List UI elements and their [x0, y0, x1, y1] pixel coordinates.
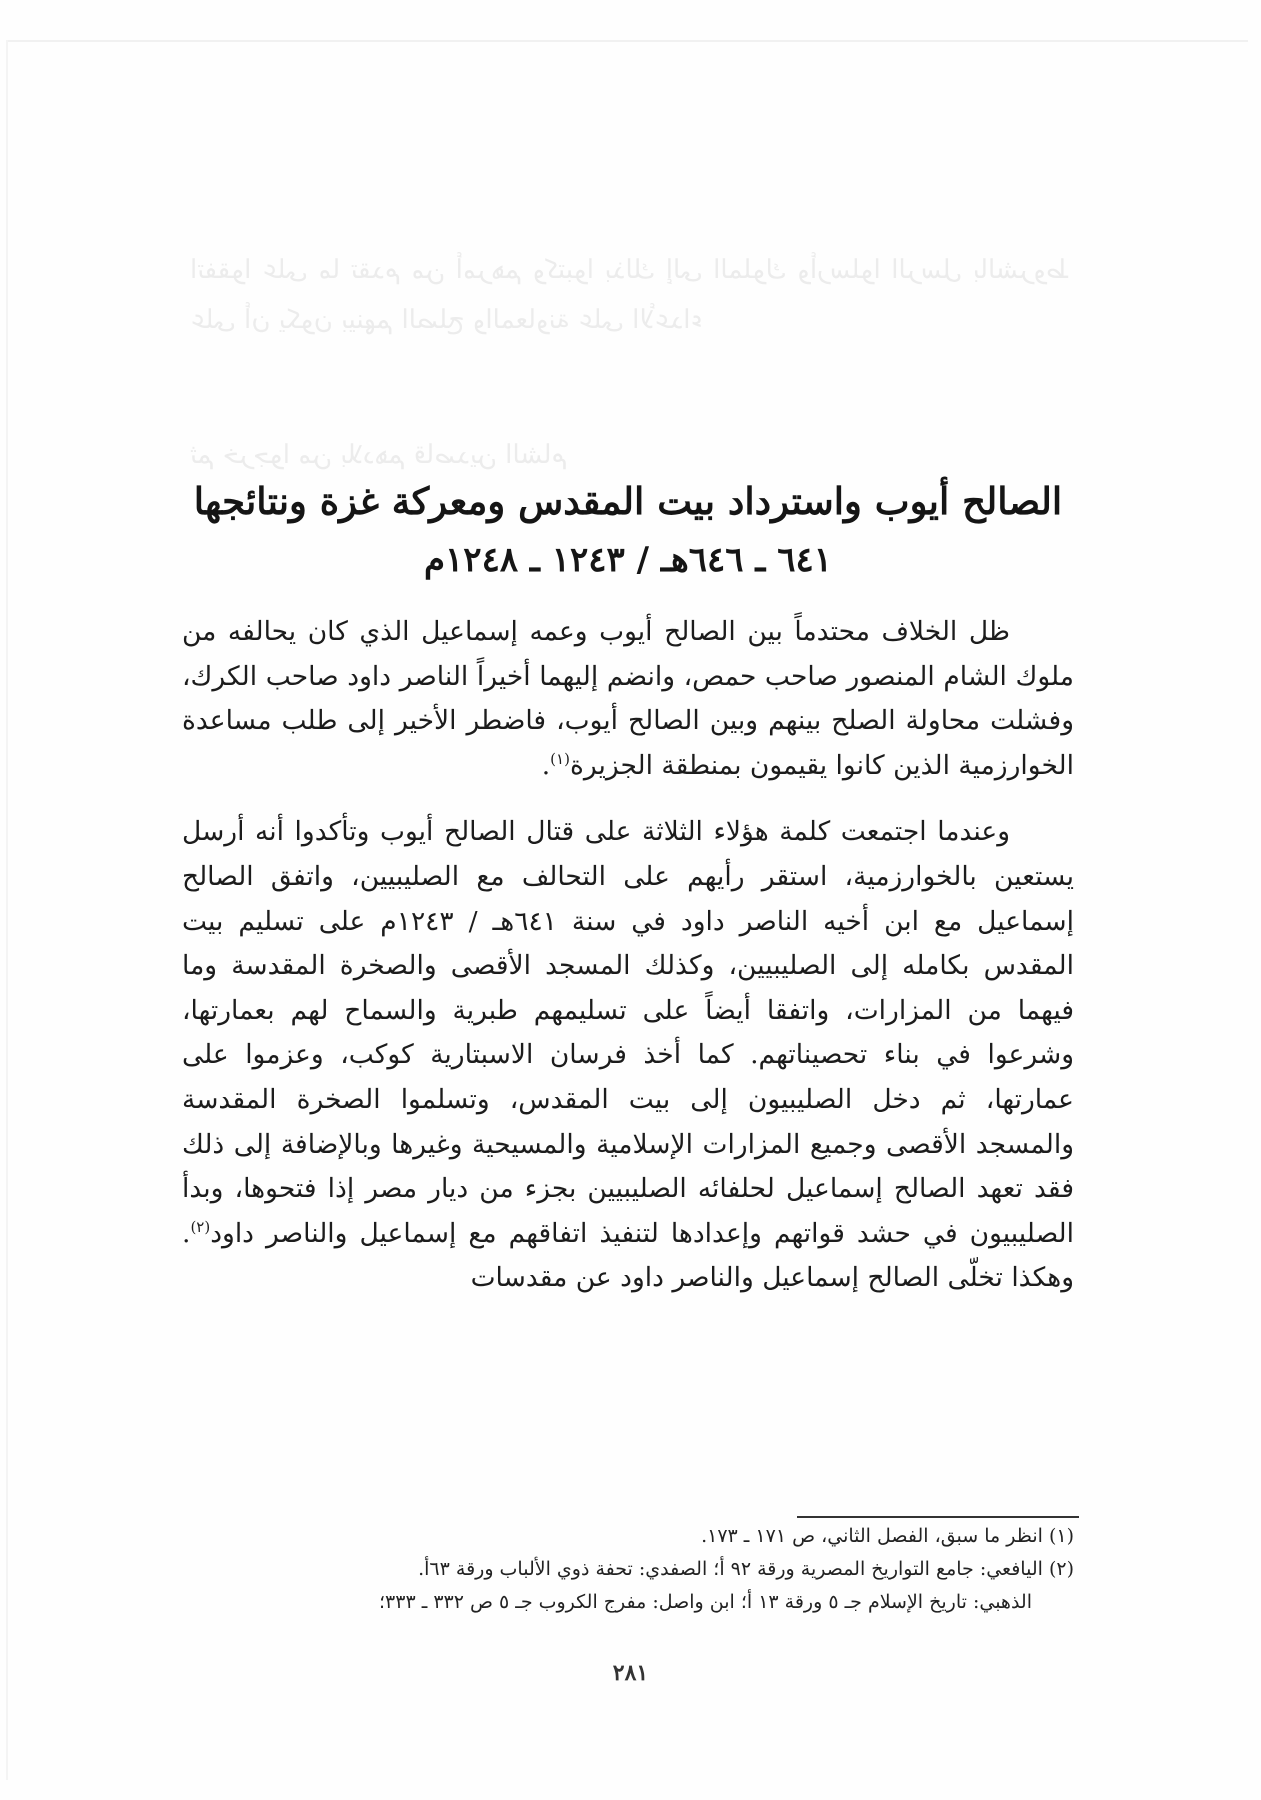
footnote-reference[interactable]: (١): [550, 749, 570, 768]
footnote-number: (٢): [1048, 1558, 1074, 1580]
page-number: ٢٨١: [612, 1660, 649, 1686]
footnote-item-continuation: [182, 1586, 1074, 1619]
footnote-text: الذهبي: تاريخ الإسلام جـ ٥ ورقة ١٣ أ؛ ابن واصل: مفرج الكروب جـ ٥ ص ٣٣٢ ـ ٣٣٣؛: [379, 1591, 1032, 1613]
footnote-item: [182, 1520, 1074, 1553]
footnote-number: (١): [1048, 1525, 1074, 1547]
paragraph: [182, 610, 1074, 788]
footnote-separator: [797, 1516, 1079, 1518]
footnote-text: اليافعي: جامع التواريخ المصرية ورقة ٩٢ أ؛ الصفدي: تحفة ذوي الألباب ورقة ٦٣أ.: [418, 1558, 1043, 1580]
bleed-through-text: اتفقوا على ما تقدم من أمرهم وكتبوا بذلك إلى الملوك وأرسلوا الرسل بالشروط على أن يكون بينهم الصلح والمعاونة على الأعداء: [190, 255, 1070, 335]
footnote-item: [182, 1553, 1074, 1586]
footnotes: [182, 1520, 1074, 1619]
paragraph: [182, 810, 1074, 1301]
scan-edge-top: [8, 40, 1248, 42]
paragraph-text: وعندما اجتمعت كلمة هؤلاء الثلاثة على قتال الصالح أيوب وتأكدوا أنه أرسل يستعين بالخوارزمية، استقر رأيهم على التحالف مع الصليبيين، واتفق الصالح إسماعيل مع ابن أخيه الناصر داود في سنة ٦٤١هـ / ١٢٤٣م على تسليم بيت المقدس بكامله إلى الصليبيين، وكذلك المسجد الأقصى والصخرة المقدسة وما فيهما من المزارات، واتفقا أيضاً على تسليمهم طبرية والسماح لهم بعمارتها، وشرعوا في بناء تحصيناتهم. كما أخذ فرسان الاسبتارية كوكب، وعزموا على عمارتها، ثم دخل الصليبيون إلى بيت المقدس، وتسلموا الصخرة المقدسة والمسجد الأقصى وجميع المزارات الإسلامية والمسيحية وغيرها وبالإضافة إلى ذلك فقد تعهد الصالح إسماعيل لحلفائه الصليبيين بجزء من ديار مصر إذا فتحوها، وبدأ الصليبيون في حشد قواتهم وإعدادها لتنفيذ اتفاقهم مع إسماعيل والناصر داود: [182, 816, 1074, 1249]
paragraph-tail: . وهكذا تخلّى الصالح إسماعيل والناصر داود عن مقدسات: [182, 1217, 1074, 1294]
paragraph-text: ظل الخلاف محتدماً بين الصالح أيوب وعمه إسماعيل الذي كان يحالفه من ملوك الشام المنصور صاحب حمص، وانضم إليهما أخيراً الناصر داود صاحب الكرك، وفشلت محاولة الصلح بينهم وبين الصالح أيوب، فاضطر الأخير إلى طلب مساعدة الخوارزمية الذين كانوا يقيمون بمنطقة الجزيرة: [182, 616, 1074, 781]
bleed-through-text: ثم خرجوا من بلادهم قاصدين الشام: [190, 440, 568, 470]
paragraph-tail: .: [541, 749, 551, 781]
page-body: [182, 470, 1074, 1301]
footnote-text: انظر ما سبق، الفصل الثاني، ص ١٧١ ـ ١٧٣.: [701, 1525, 1043, 1547]
chapter-title: الصالح أيوب واسترداد بيت المقدس ومعركة غزة ونتائجها: [193, 479, 1063, 523]
chapter-date-range: ٦٤١ ـ ٦٤٦هـ / ١٢٤٣ ـ ١٢٤٨م: [423, 540, 832, 580]
footnote-reference[interactable]: (٢): [190, 1217, 211, 1236]
scan-edge-left: [6, 40, 8, 1780]
